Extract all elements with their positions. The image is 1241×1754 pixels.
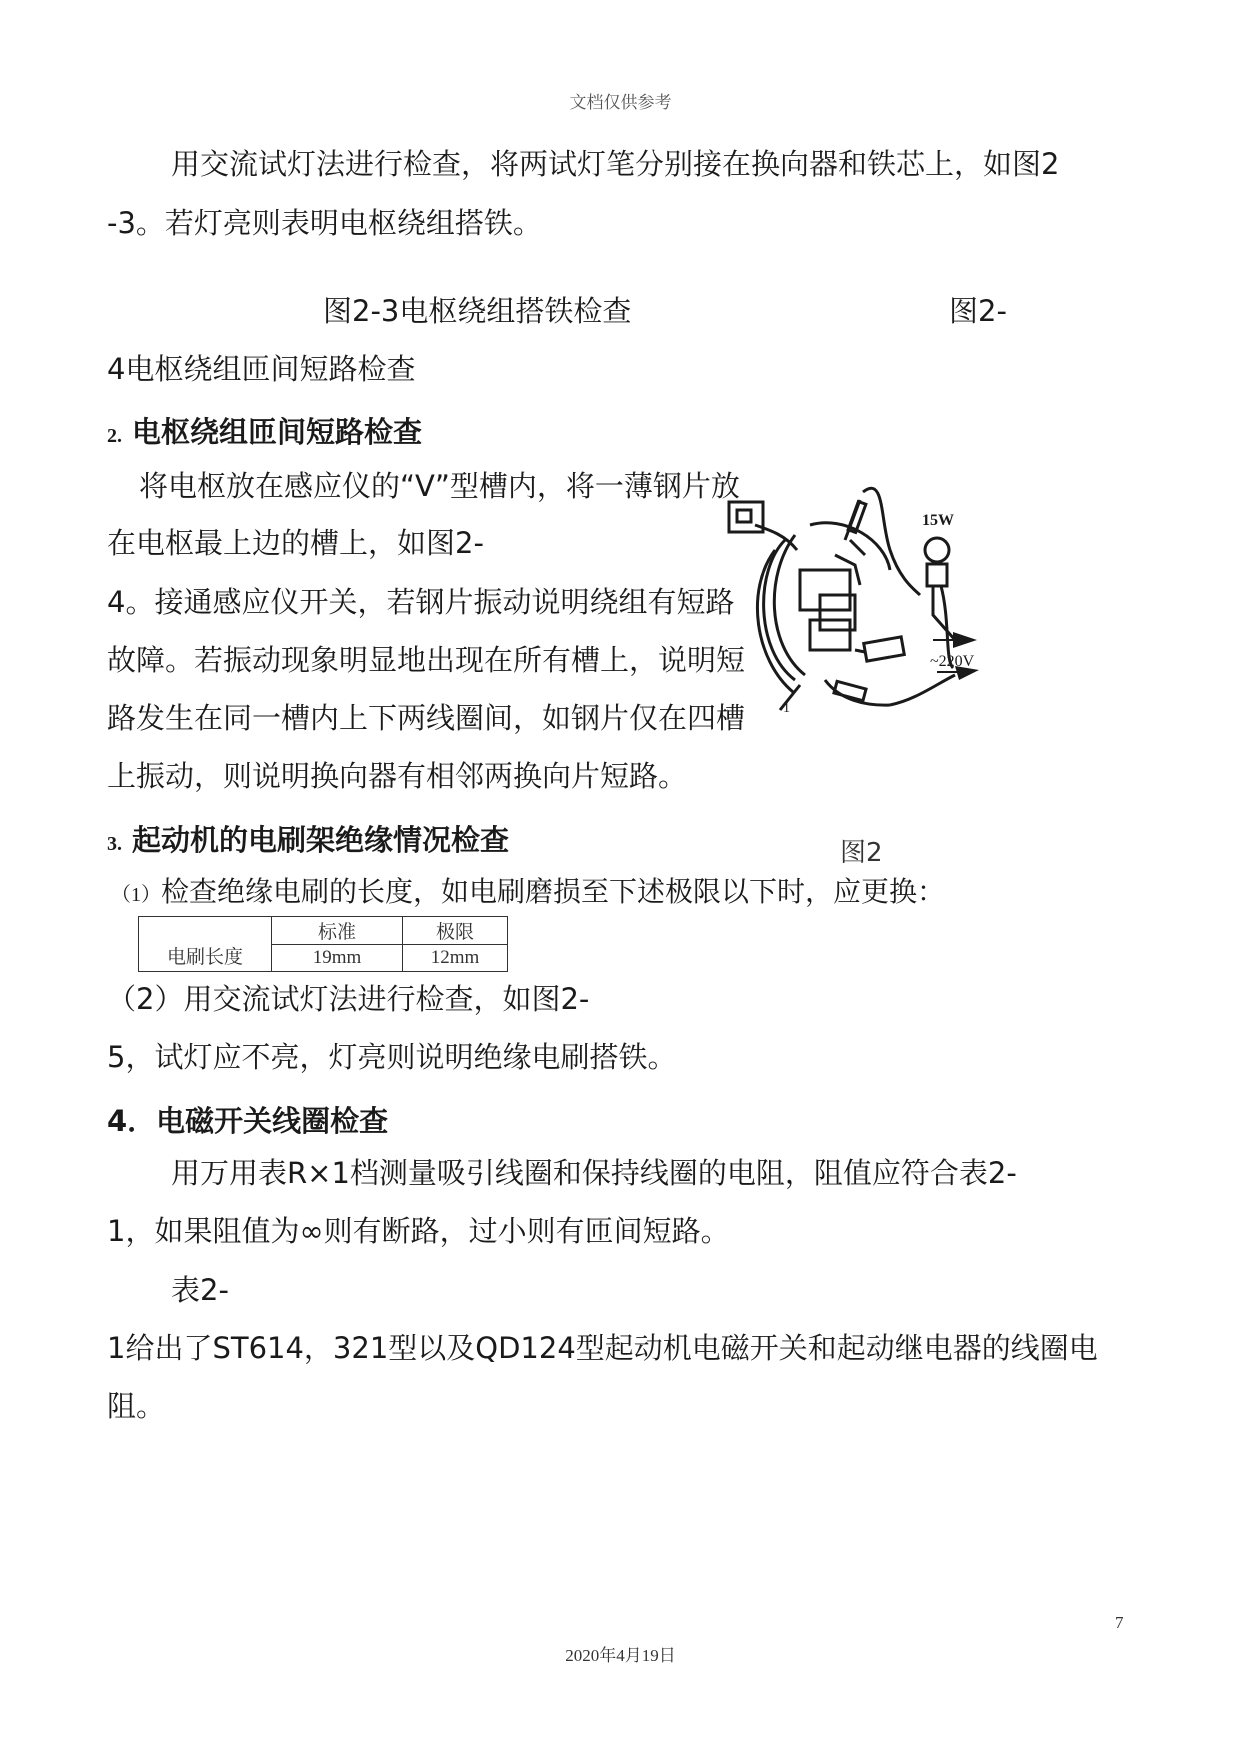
section4-para-line1: 用万用表R×1档测量吸引线圈和保持线圈的电阻，阻值应符合表2- — [171, 1156, 1017, 1190]
item1-marker: （1） — [111, 884, 161, 906]
section2-line-5: 路发生在同一槽内上下两线圈间，如钢片仅在四槽 — [107, 701, 746, 735]
section3-title: 起动机的电刷架绝缘情况检查 — [132, 823, 510, 857]
para1-line1: 用交流试灯法进行检查，将两试灯笔分别接在换向器和铁芯上，如图2 — [171, 147, 1060, 181]
figure-caption-left: 图2-3电枢绕组搭铁检查 — [323, 294, 632, 328]
section2-line-4: 故障。若振动现象明显地出现在所有槽上，说明短 — [107, 643, 746, 677]
section3-number: 3. — [107, 833, 122, 855]
item1-text: 检查绝缘电刷的长度，如电刷磨损至下述极限以下时，应更换： — [161, 875, 946, 908]
lamp-wattage-label: 15W — [922, 512, 954, 529]
part-number-label: 1 — [783, 701, 790, 716]
para1-line2: -3。若灯亮则表明电枢绕组搭铁。 — [107, 206, 542, 240]
section3-heading — [107, 818, 509, 859]
brush-length-label: 电刷长度 — [139, 917, 272, 972]
section2-line-3: 4。接通感应仪开关，若钢片振动说明绕组有短路 — [107, 585, 735, 619]
brush-length-table — [138, 916, 508, 972]
voltage-label: ~220V — [930, 653, 975, 670]
section3-item1 — [111, 876, 945, 911]
section2-number: 2. — [107, 425, 122, 447]
section4-heading: 4．电磁开关线圈检查 — [107, 1104, 389, 1138]
figure-caption-right: 图2- — [949, 294, 1007, 328]
section4-table-line1: 表2- — [171, 1273, 229, 1307]
section4-table-line3: 阻。 — [107, 1389, 166, 1423]
section2-heading — [107, 410, 422, 451]
section4-para-line2: 1，如果阻值为∞则有断路，过小则有匝间短路。 — [107, 1214, 730, 1248]
figure-caption-cut: 图2 — [840, 838, 883, 868]
value-standard: 19mm — [272, 945, 403, 972]
value-limit: 12mm — [403, 945, 508, 972]
section4-table-line2: 1给出了ST614，321型以及QD124型起动机电磁开关和起动继电器的线圈电 — [107, 1331, 1098, 1365]
section3-item2-line2: 5，试灯应不亮，灯亮则说明绝缘电刷搭铁。 — [107, 1040, 677, 1074]
header-standard: 标准 — [272, 917, 403, 945]
figure-caption-line2: 4电枢绕组匝间短路检查 — [107, 352, 416, 386]
armature-test-figure — [715, 480, 1005, 730]
header-limit: 极限 — [403, 917, 508, 945]
section2-title: 电枢绕组匝间短路检查 — [132, 415, 423, 449]
section2-line-2: 在电枢最上边的槽上，如图2- — [107, 526, 484, 560]
page-number: 7 — [1115, 1613, 1124, 1632]
section2-line-6: 上振动，则说明换向器有相邻两换向片短路。 — [107, 759, 688, 793]
section2-line-1: 将电枢放在感应仪的“V”型槽内，将一薄钢片放 — [139, 469, 740, 503]
page-header: 文档仅供参考 — [569, 93, 672, 113]
footer-date: 2020年4月19日 — [565, 1646, 676, 1665]
section3-item2-line1: （2）用交流试灯法进行检查，如图2- — [107, 982, 590, 1016]
